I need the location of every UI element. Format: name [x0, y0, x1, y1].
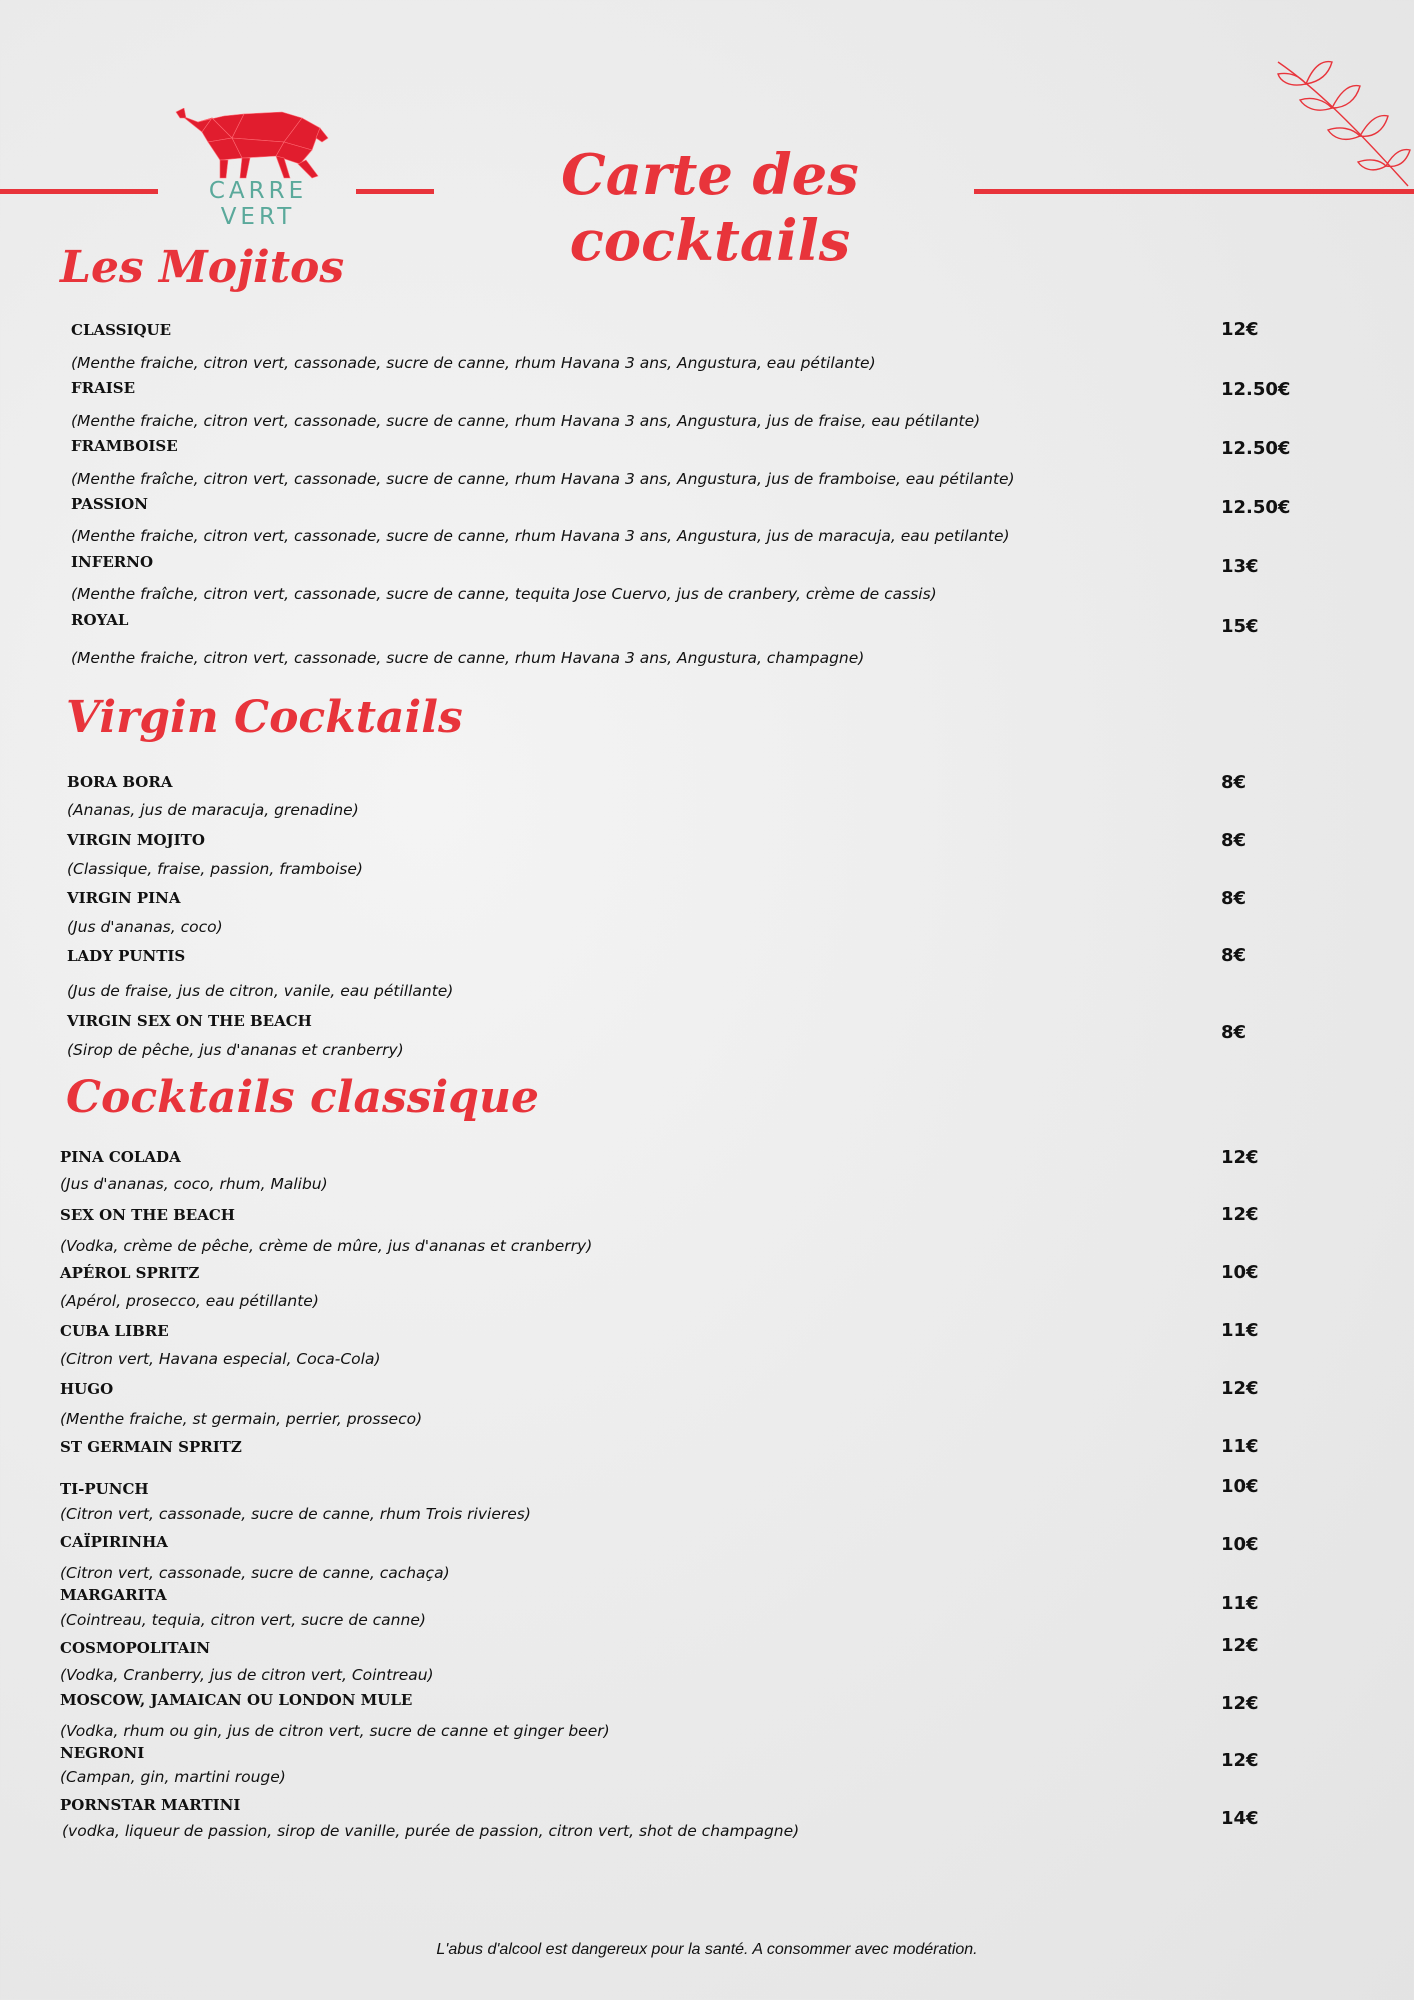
section-title-mojitos: Les Mojitos — [60, 242, 345, 293]
leaf-branch-icon — [1276, 58, 1414, 193]
item-description: (Citron vert, cassonade, sucre de canne, rhum Trois rivieres) — [60, 1505, 531, 1523]
item-name: PASSION — [71, 495, 148, 513]
item-name: SEX ON THE BEACH — [60, 1206, 235, 1224]
item-name: TI-PUNCH — [60, 1480, 149, 1498]
item-price: 12.50€ — [1221, 438, 1291, 459]
item-description: (Campan, gin, martini rouge) — [60, 1768, 286, 1786]
item-description: (vodka, liqueur de passion, sirop de vanille, purée de passion, citron vert, shot de champagne) — [62, 1822, 800, 1840]
item-price: 10€ — [1221, 1476, 1259, 1497]
item-name: CAÏPIRINHA — [60, 1533, 168, 1551]
item-description: (Jus d'ananas, coco, rhum, Malibu) — [60, 1175, 328, 1193]
footer-disclaimer: L'abus d'alcool est dangereux pour la santé. A consommer avec modération. — [436, 1941, 978, 1958]
item-name: COSMOPOLITAIN — [60, 1639, 211, 1657]
item-price: 13€ — [1221, 556, 1259, 577]
item-price: 10€ — [1221, 1534, 1259, 1555]
item-description: (Menthe fraiche, citron vert, cassonade, sucre de canne, rhum Havana 3 ans, Angustura, champagne) — [71, 649, 865, 667]
item-name: VIRGIN SEX ON THE BEACH — [67, 1012, 312, 1030]
item-name: INFERNO — [71, 553, 154, 571]
item-price: 11€ — [1221, 1593, 1259, 1614]
item-name: CLASSIQUE — [71, 321, 172, 339]
item-price: 12.50€ — [1221, 379, 1291, 400]
item-price: 8€ — [1221, 945, 1247, 966]
item-name: ST GERMAIN SPRITZ — [60, 1438, 242, 1456]
item-name: VIRGIN MOJITO — [67, 831, 205, 849]
brand-name: CARRE VERT — [208, 178, 308, 230]
item-name: PINA COLADA — [60, 1148, 181, 1166]
item-description: (Sirop de pêche, jus d'ananas et cranberry) — [67, 1041, 404, 1059]
item-name: NEGRONI — [60, 1744, 145, 1762]
item-name: BORA BORA — [67, 773, 173, 791]
item-price: 8€ — [1221, 888, 1247, 909]
item-description: (Menthe fraiche, citron vert, cassonade, sucre de canne, rhum Havana 3 ans, Angustura, jus de fraise, eau pétilante) — [71, 412, 981, 430]
item-name: MOSCOW, JAMAICAN OU LONDON MULE — [60, 1691, 413, 1709]
item-price: 11€ — [1221, 1320, 1259, 1341]
section-title-classique: Cocktails classique — [66, 1072, 540, 1123]
header-line-middle — [356, 189, 434, 194]
item-description: (Vodka, Cranberry, jus de citron vert, Cointreau) — [60, 1666, 434, 1684]
item-description: (Cointreau, tequia, citron vert, sucre de canne) — [60, 1611, 426, 1629]
item-name: ROYAL — [71, 611, 129, 629]
item-price: 8€ — [1221, 830, 1247, 851]
item-name: CUBA LIBRE — [60, 1322, 169, 1340]
item-price: 12€ — [1221, 319, 1259, 340]
item-name: FRAMBOISE — [71, 437, 178, 455]
section-title-virgin: Virgin Cocktails — [66, 692, 463, 743]
item-name: LADY PUNTIS — [67, 947, 186, 965]
item-description: (Menthe fraiche, citron vert, cassonade, sucre de canne, rhum Havana 3 ans, Angustura, jus de maracuja, eau petilante) — [71, 527, 1010, 545]
item-description: (Menthe fraîche, citron vert, cassonade, sucre de canne, tequita Jose Cuervo, jus de cranbery, crème de cassis) — [71, 585, 937, 603]
item-price: 12€ — [1221, 1693, 1259, 1714]
item-price: 12€ — [1221, 1750, 1259, 1771]
item-description: (Citron vert, cassonade, sucre de canne, cachaça) — [60, 1564, 450, 1582]
item-price: 8€ — [1221, 772, 1247, 793]
item-description: (Citron vert, Havana especial, Coca-Cola) — [60, 1350, 381, 1368]
item-description: (Menthe fraiche, st germain, perrier, prosseco) — [60, 1410, 423, 1428]
item-description: (Jus d'ananas, coco) — [67, 918, 223, 936]
bull-logo-icon — [172, 108, 347, 180]
item-name: MARGARITA — [60, 1586, 167, 1604]
item-description: (Apérol, prosecco, eau pétillante) — [60, 1292, 319, 1310]
item-price: 15€ — [1221, 616, 1259, 637]
page-title: Carte des cocktails — [561, 142, 859, 274]
item-description: (Menthe fraîche, citron vert, cassonade, sucre de canne, rhum Havana 3 ans, Angustura, jus de framboise, eau pétilante) — [71, 470, 1015, 488]
item-price: 8€ — [1221, 1022, 1247, 1043]
item-price: 12€ — [1221, 1147, 1259, 1168]
item-name: PORNSTAR MARTINI — [60, 1796, 241, 1814]
header-line-left — [0, 189, 158, 194]
item-price: 12€ — [1221, 1204, 1259, 1225]
item-description: (Menthe fraiche, citron vert, cassonade, sucre de canne, rhum Havana 3 ans, Angustura, eau pétilante) — [71, 354, 876, 372]
item-description: (Jus de fraise, jus de citron, vanile, eau pétillante) — [67, 982, 454, 1000]
item-name: APÉROL SPRITZ — [60, 1264, 200, 1282]
item-price: 10€ — [1221, 1262, 1259, 1283]
item-price: 11€ — [1221, 1436, 1259, 1457]
item-name: HUGO — [60, 1380, 114, 1398]
item-price: 12.50€ — [1221, 497, 1291, 518]
item-name: FRAISE — [71, 379, 136, 397]
item-price: 12€ — [1221, 1378, 1259, 1399]
item-name: VIRGIN PINA — [67, 889, 181, 907]
item-description: (Ananas, jus de maracuja, grenadine) — [67, 801, 359, 819]
item-description: (Vodka, rhum ou gin, jus de citron vert, sucre de canne et ginger beer) — [60, 1722, 610, 1740]
item-price: 12€ — [1221, 1635, 1259, 1656]
item-description: (Classique, fraise, passion, framboise) — [67, 860, 363, 878]
item-price: 14€ — [1221, 1808, 1259, 1829]
item-description: (Vodka, crème de pêche, crème de mûre, jus d'ananas et cranberry) — [60, 1237, 593, 1255]
